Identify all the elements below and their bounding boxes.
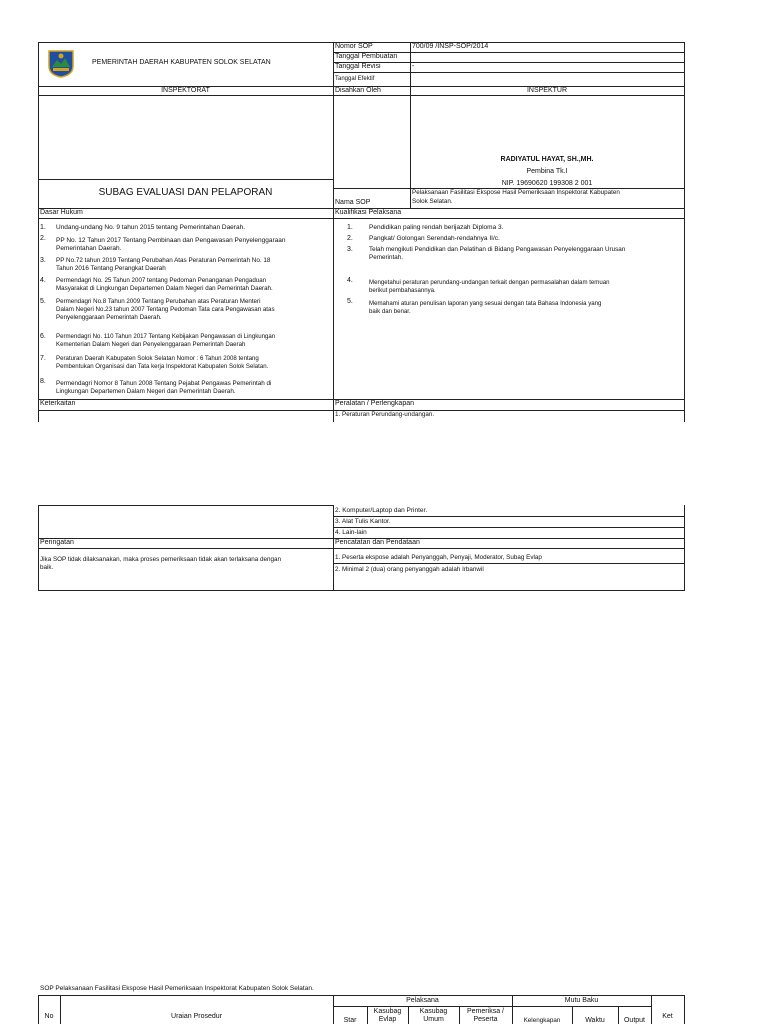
list-item: Pangkat/ Golongan Serendah-rendahnya II/c.: [369, 235, 500, 242]
list-item: berikut pembahasannya.: [369, 287, 436, 294]
list-item: Peraturan Daerah Kabupaten Solok Selatan Nomor : 6 Tahun 2008 tentang: [56, 355, 259, 362]
tanggal-pembuatan-label: Tanggal Pembuatan: [335, 53, 398, 60]
agency-name: PEMERINTAH DAERAH KABUPATEN SOLOK SELATAN: [92, 59, 271, 66]
list-item-number: 5.: [347, 298, 353, 305]
dasar-hukum-heading: Dasar Hukum: [40, 209, 83, 216]
peralatan-item: 4. Lain-lain: [335, 529, 367, 536]
col-kasubag-umum: Kasubag: [419, 1008, 448, 1015]
list-item: Penyelenggaraan Pemerintah Daerah.: [56, 314, 162, 321]
list-item: Tahun 2016 Tentang Perangkat Daerah: [56, 265, 166, 272]
list-item: Permendagri No.8 Tahun 2009 Tentang Perubahan atas Peraturan Menteri: [56, 298, 261, 305]
list-item: Pendidikan paling rendah berijazah Diploma 3.: [369, 224, 504, 231]
peralatan-item: 2. Komputer/Laptop dan Printer.: [335, 507, 428, 514]
list-item-number: 5.: [40, 298, 46, 305]
nomor-sop-label: Nomor SOP: [335, 43, 373, 50]
keterkaitan-heading: Keterkaitan: [40, 400, 76, 407]
list-item-number: 8.: [40, 378, 46, 385]
list-item: Pemerintah.: [369, 254, 403, 261]
list-item: Undang-undang No. 9 tahun 2015 tentang Pemerintahan Daerah.: [56, 224, 246, 231]
list-item: Dalam Negeri No.23 tahun 2007 Tentang Pedoman Tata cara Pengawasan atas: [56, 306, 275, 313]
peringatan-text-line2: baik.: [40, 564, 54, 571]
col-pemeriksa-2: Peserta: [473, 1016, 498, 1023]
col-output: Output: [623, 1017, 645, 1024]
subunit-name: SUBAG EVALUASI DAN PELAPORAN: [98, 187, 273, 198]
col-no: No: [44, 1013, 54, 1020]
list-item: Lingkungan Departemen Dalam Negeri dan Pemerintah Daerah.: [56, 388, 236, 395]
list-item: Pemerintahan Daerah.: [56, 245, 122, 252]
list-item: Permendagri No. 25 Tahun 2007 tentang Pedoman Penanganan Pengaduan: [56, 277, 267, 284]
col-waktu: Waktu: [585, 1017, 605, 1024]
list-item-number: 3.: [40, 257, 46, 264]
list-item: baik dan benar.: [369, 308, 411, 315]
list-item-number: 4.: [40, 277, 46, 284]
kualifikasi-heading: Kualifikasi Pelaksana: [335, 209, 402, 216]
signer-rank: Pembina Tk.I: [526, 168, 568, 175]
list-item: Permendagri Nomor 8 Tahun 2008 Tentang Pejabat Pengawas Pemerintah di: [56, 380, 272, 387]
signer-name: RADIYATUL HAYAT, SH.,MH.: [500, 156, 594, 163]
list-item-number: 6.: [40, 333, 46, 340]
peringatan-heading: Peringatan: [40, 539, 74, 546]
col-mutu-baku: Mutu Baku: [564, 997, 599, 1004]
col-star: Star: [343, 1017, 357, 1024]
list-item-number: 4.: [347, 277, 353, 284]
unit-name: INSPEKTORAT: [161, 87, 210, 94]
col-pelaksana: Pelaksana: [406, 997, 439, 1004]
nama-sop-value-line1: Pelaksanaan Fasilitasi Ekspose Hasil Pemeriksaan Inspektorat Kabupaten: [412, 189, 620, 196]
list-item-number: 7.: [40, 355, 46, 362]
list-item: Masyarakat di Lingkungan Departemen Dalam Negeri dan Pemerintah Daerah.: [56, 285, 273, 292]
nomor-sop-value: 700/09 /INSP-SOP/2014: [412, 43, 489, 50]
pencatatan-heading: Pencatatan dan Pendataan: [335, 539, 420, 546]
list-item: Telah mengikuti Pendidikan dan Pelatihan di Bidang Pengawasan Penyelenggaraan Urusan: [369, 246, 626, 253]
tanggal-revisi-label: Tanggal Revisi: [335, 63, 381, 70]
list-item-number: 3.: [347, 246, 353, 253]
disahkan-label: Disahkan Oleh: [335, 87, 381, 94]
list-item: PP No. 12 Tahun 2017 Tentang Pembinaan dan Pengawasan Penyelenggaraan: [56, 237, 286, 244]
peralatan-item: 1. Peraturan Perundang-undangan.: [335, 411, 435, 418]
disahkan-value: INSPEKTUR: [526, 87, 568, 94]
list-item: PP No.72 tahun 2019 Tentang Perubahan Atas Peraturan Pemerintah No. 18: [56, 257, 271, 264]
list-item: Memahami aturan penulisan laporan yang sesuai dengan tata Bahasa Indonesia yang: [369, 300, 602, 307]
list-item-number: 2.: [40, 235, 46, 242]
list-item-number: 1.: [40, 224, 46, 231]
list-item: Permendagri No. 110 Tahun 2017 Tentang Kebijakan Pengawasan di Lingkungan: [56, 333, 276, 340]
signer-nip: NIP. 19690620 199308 2 001: [501, 180, 593, 187]
pencatatan-item: 1. Peserta ekspose adalah Penyanggah, Penyaji, Moderator, Subag Evlap: [335, 554, 542, 561]
regency-logo: [48, 50, 74, 78]
col-uraian-prosedur: Uraian Prosedur: [171, 1013, 222, 1020]
list-item-number: 1.: [347, 224, 353, 231]
nama-sop-value-line2: Solok Selatan.: [412, 198, 453, 205]
peralatan-item: 3. Alat Tulis Kantor.: [335, 518, 391, 525]
list-item-number: 2.: [347, 235, 353, 242]
list-item: Kementerian Dalam Negeri dan Penyelenggaraan Pemerintah Daerah: [56, 341, 246, 348]
tanggal-revisi-value: -: [412, 63, 415, 70]
col-ket: Ket: [662, 1013, 673, 1020]
list-item: Mengetahui peraturan perundang-undangan terkait dengan permasalahan dalam temuan: [369, 279, 610, 286]
col-kasubag-evlap: Kasubag: [373, 1008, 402, 1015]
col-pemeriksa: Pemeriksa /: [467, 1008, 504, 1015]
peralatan-heading: Peralatan / Perlengkapan: [335, 400, 414, 407]
page2-title: SOP Pelaksanaan Fasilitasi Ekspose Hasil Pemeriksaan Inspektorat Kabupaten Solok Selatan.: [40, 985, 314, 992]
col-kasubag-umum-2: Umum: [423, 1016, 444, 1023]
pencatatan-item: 2. Minimal 2 (dua) orang penyanggah adalah Irbanwil: [335, 566, 484, 573]
col-kelengkapan: Kelengkapan: [523, 1017, 561, 1024]
col-kasubag-evlap-2: Evlap: [378, 1016, 397, 1023]
nama-sop-label: Nama SOP: [335, 199, 371, 206]
tanggal-efektif-label: Tanggal Efektif: [335, 76, 375, 82]
peringatan-text-line1: Jika SOP tidak dilaksanakan, maka proses pemeriksaan tidak akan terlaksana dengan: [40, 556, 282, 563]
list-item: Pembentukan Organisasi dan Tata kerja Inspektorat Kabupaten Solok Selatan.: [56, 363, 269, 370]
